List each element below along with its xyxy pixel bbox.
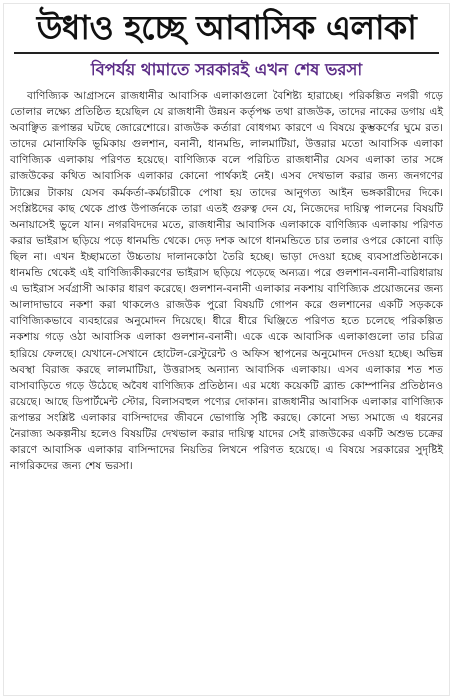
article-body: বাণিজ্যিক আগ্রাসনে রাজধানীর আবাসিক এলাকাগুলো বৈশিষ্ট্য হারাচ্ছে। পরিকল্পিত নগরী গড়ে তোলার লক্ষ্যে প্রতিষ্ঠিত হয়েছিল যে রাজধানী উন্নয়ন কর্তৃপক্ষ তথা রাজউক, তাদের নাকের ডগায় এই অবাঞ্ছিত রূপান্তর ঘটছে জোরেশোরে। রাজউক কর্তারা বোধগম্য কারণে এ বিষয়ে কুম্ভকর্ণের ঘুমে রত। তাদের মোনাফিকি ভূমিকায় গুলশান, বনানী, ধানমন্ডি, লালমাটিয়া, উত্তরার মতো আবাসিক এলাকা বাণিজ্যিক এলাকায় পরিণত হয়েছে। বাণিজ্যিক বলে পরিচিত রাজধানীর যেসব এলাকা তার সঙ্গে রাজউকের কথিত আবাসিক এলাকার কোনো পার্থক্যই নেই। এসব দেখভাল করার জন্য জনগণের ট্যাক্সের টাকায় যেসব কর্মকর্তা-কর্মচারীকে পোষা হয় তাদের আনুগত্য আইন ভঙ্গকারীদের দিকে। সংশ্লিষ্টদের কাছ থেকে প্রাপ্ত উপার্জনকে তারা এতই গুরুত্ব দেন যে, নিজেদের দায়িত্ব পালনের বিষয়টি অনায়াসেই ভুলে যান। নগরবিদদের মতে, রাজধানীর আবাসিক এলাকাকে বাণিজ্যিক এলাকায় পরিণত করার ভাইরাস ছড়িয়ে পড়ে ধানমন্ডি থেকে। দেড় দশক আগে ধানমন্ডিতে চার তলার ওপরে কোনো বাড়ি ছিল না। এখন ইচ্ছামতো উচ্চতায় দালানকোঠা তৈরি হচ্ছে। ভাড়া দেওয়া হচ্ছে ব্যবসাপ্রতিষ্ঠানকে। ধানমন্ডি থেকেই এই বাণিজ্যিকীকরণের ভাইরাস ছড়িয়ে পড়েছে অন্যত্র। পরে গুলশান-বনানী-বারিধারায় এ ভাইরাস সর্বগ্রাসী আকার ধারণ করেছে। গুলশান-বনানী এলাকার নকশায় বাণিজ্যিক প্রয়োজনের জন্য আলাদাভাবে নকশা করা থাকলেও রাজউক পুরো বিষয়টি গোপন করে গুলশানের একটি সড়ককে বাণিজ্যিকভাবে ব্যবহারের অনুমোদন দিয়েছে। ধীরে ধীরে ঘিঞ্জিতে পরিণত হতে চলেছে পরিকল্পিত নকশায় গড়ে ওঠা আবাসিক এলাকা গুলশান-বনানী। একে একে আবাসিক এলাকাগুলো তার চরিত্র হারিয়ে ফেলছে। যেখানে-সেখানে হোটেল-রেস্টুরেন্ট ও অফিস স্থাপনের অনুমোদন দেওয়া হচ্ছে। অভিন্ন অবস্থা বিরাজ করছে লালমাটিয়া, উত্তরাসহ অন্যান্য আবাসিক এলাকায়। এসব এলাকার শত শত বাসাবাড়িতে গড়ে উঠেছে অবৈধ বাণিজ্যিক প্রতিষ্ঠান। এর মধ্যে কয়েকটি ব্র্যান্ড কোম্পানির প্রতিষ্ঠানও রয়েছে। আছে ডিপার্টমেন্ট স্টোর, বিলাসবহুল পণ্যের দোকান। রাজধানীর আবাসিক এলাকার বাণিজ্যিক রূপান্তর সংশ্লিষ্ট এলাকার বাসিন্দাদের জীবনে ভোগান্তি সৃষ্টি করছে। কোনো সভ্য সমাজে এ ধরনের নৈরাজ্য অকল্পনীয় হলেও বিষয়টির দেখভাল করার দায়িত্ব যাদের সেই রাজউকের একটি অশুভ চক্রের কারণে আবাসিক এলাকার বাসিন্দাদের নিয়তির লিখনে পরিণত হয়েছে। এ বিষয়ে সরকারের সুদৃষ্টিই নাগরিকদের জন্য শেষ ভরসা। — [10, 90, 443, 473]
article-subheadline: বিপর্যয় থামাতে সরকারই এখন শেষ ভরসা — [90, 60, 363, 79]
article-headline: উধাও হচ্ছে আবাসিক এলাকা — [36, 8, 417, 47]
headline-divider — [14, 52, 439, 54]
